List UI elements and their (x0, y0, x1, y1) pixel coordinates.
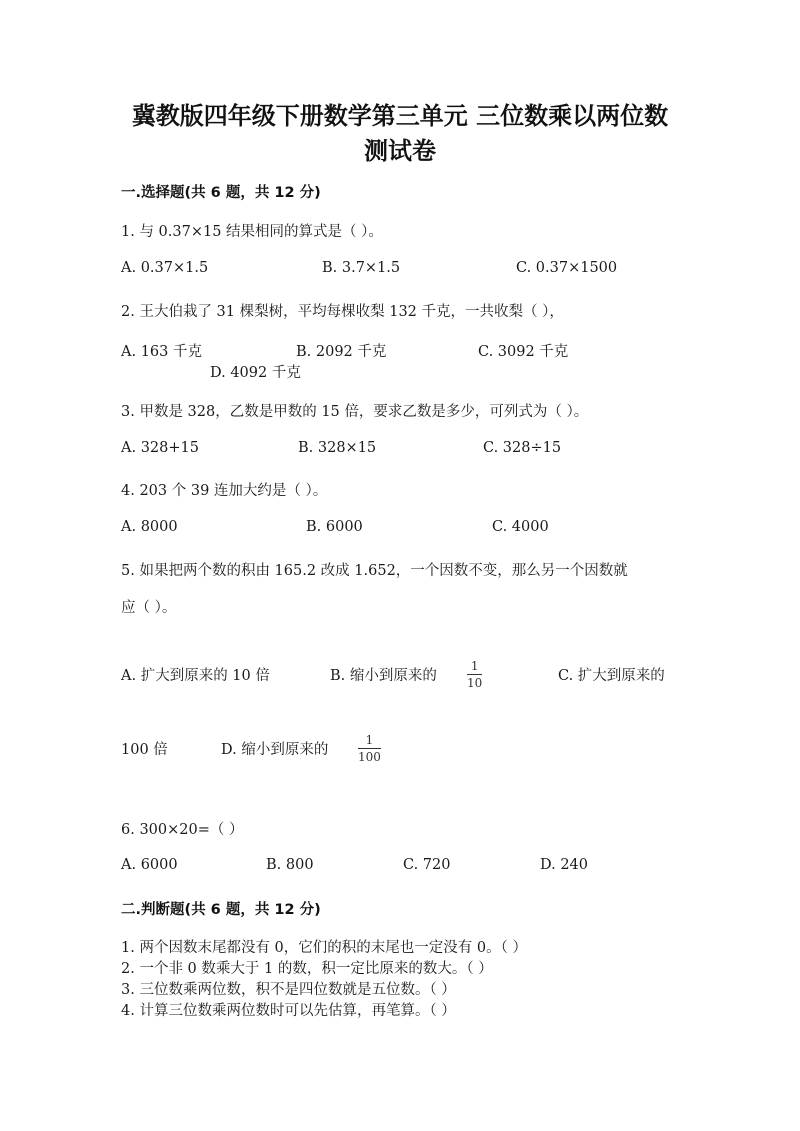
q5-option-d: D. 缩小到原来的 (221, 742, 329, 758)
q6-option-c: C. 720 (403, 857, 451, 873)
q1-option-a: A. 0.37×1.5 (121, 260, 209, 276)
question-5-line1: 5. 如果把两个数的积由 165.2 改成 1.652，一个因数不变，那么另一个因数就 (121, 563, 628, 579)
question-5-line2: 应（ ）。 (121, 600, 177, 616)
q4-option-a: A. 8000 (121, 519, 178, 535)
q2-option-a: A. 163 千克 (121, 344, 202, 360)
page-title-line2: 测试卷 (364, 137, 436, 165)
q2-option-c: C. 3092 千克 (478, 344, 569, 360)
fraction-denominator: 100 (358, 750, 381, 764)
q6-option-b: B. 800 (266, 857, 314, 873)
q5-option-b-fraction (467, 659, 482, 690)
judgement-item-2: 2. 一个非 0 数乘大于 1 的数，积一定比原来的数大。（ ） (121, 961, 493, 977)
fraction-denominator: 10 (467, 676, 483, 690)
q5-option-b: B. 缩小到原来的 (330, 668, 437, 684)
question-2: 2. 王大伯栽了 31 棵梨树，平均每棵收梨 132 千克，一共收梨（ ）， (121, 304, 564, 320)
q2-option-d: D. 4092 千克 (210, 365, 301, 381)
q3-option-b: B. 328×15 (298, 440, 377, 456)
section-heading-judgement: 二.判断题(共 6 题，共 12 分) (121, 902, 321, 918)
fraction-bar (467, 674, 482, 675)
question-3: 3. 甲数是 328，乙数是甲数的 15 倍，要求乙数是多少，可列式为（ ）。 (121, 404, 589, 420)
fraction-numerator: 1 (365, 733, 374, 747)
q3-option-c: C. 328÷15 (483, 440, 562, 456)
q1-option-c: C. 0.37×1500 (516, 260, 618, 276)
question-4: 4. 203 个 39 连加大约是（ ）。 (121, 483, 328, 499)
question-1: 1. 与 0.37×15 结果相同的算式是（ ）。 (121, 224, 383, 240)
q5-option-c: C. 扩大到原来的 (558, 668, 665, 684)
judgement-item-3: 3. 三位数乘两位数，积不是四位数就是五位数。（ ） (121, 982, 456, 998)
judgement-item-4: 4. 计算三位数乘两位数时可以先估算，再笔算。（ ） (121, 1003, 456, 1019)
q4-option-c: C. 4000 (492, 519, 549, 535)
q2-option-b: B. 2092 千克 (296, 344, 387, 360)
q6-option-a: A. 6000 (121, 857, 178, 873)
q5-option-d-fraction (358, 733, 381, 764)
fraction-numerator: 1 (470, 659, 479, 673)
fraction-bar (358, 748, 381, 749)
q6-option-d: D. 240 (540, 857, 589, 873)
q3-option-a: A. 328+15 (121, 440, 199, 456)
q1-option-b: B. 3.7×1.5 (322, 260, 401, 276)
section-heading-choice: 一.选择题(共 6 题，共 12 分) (121, 185, 321, 201)
q5-option-c-continued: 100 倍 (121, 742, 168, 758)
page-title-line1: 冀教版四年级下册数学第三单元 三位数乘以两位数 (131, 102, 669, 130)
q5-option-a: A. 扩大到原来的 10 倍 (121, 668, 270, 684)
judgement-item-1: 1. 两个因数末尾都没有 0，它们的积的末尾也一定没有 0。（ ） (121, 940, 527, 956)
question-6: 6. 300×20=（ ） (121, 822, 244, 838)
q4-option-b: B. 6000 (306, 519, 363, 535)
